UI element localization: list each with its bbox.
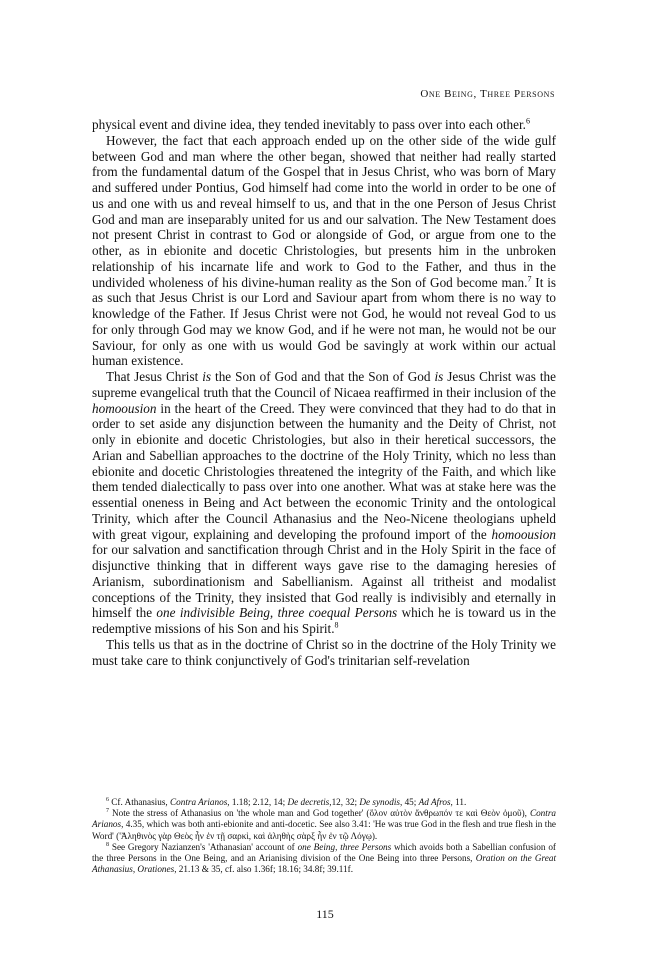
running-header: One Being, Three Persons <box>420 88 555 100</box>
footnote-6: $^6$ Cf. Athanasius, Contra Arianos, 1.18; 2.12, 14; De decretis,12, 32; De synodis, 45; Ad Afros, 11. <box>106 796 467 807</box>
footnote-7: $^7$ Note the stress of Athanasius on 'the whole man and God together' (ὅλον αὐτὸν ἄνθρωπόν τε καὶ Θεὸν ὁμοῦ), Contra Arianos, 4.35, which was both anti-ebionite and anti-docetic. See also 3.41: 'He was true God in the flesh and true flesh in the Word' ('Ἀληθινὸς γὰρ Θεὸς ἦν ἐν τῇ σαρκὶ, καὶ ἀληθὴς σὰρξ ἦν ἐν τῷ Λόγῳ). <box>92 808 556 841</box>
footnote-ref-8: 8 <box>334 620 339 630</box>
paragraph-3: That Jesus Christ is the Son of God and that the Son of God is Jesus Christ was the supreme evangelical truth that the Council of Nicaea reaffirmed in their inclusion of the homoousion in the heart of the Creed. They were convinced that they had to do that in order to set aside any disjunction between the humanity and the Deity of Christ, not only in ebionite and docetic Christologies, but also in their heretical successors, the Arian and Sabellian approaches to the doctrine of the Holy Trinity, which no less than ebionite and docetic Christologies threatened the integrity of the Faith, and which like them tended dialectically to pass over into one another. What was at stake here was the essential oneness in Being and Act between the economic Trinity and the ontological Trinity, which after the Council Athanasius and the Neo-Nicene theologians upheld with great vigour, explaining and developing the profound import of the homoousion for our salvation and sanctification through Christ and in the Holy Spirit in the face of disjunctive thinking that in different ways gave rise to the damaging heresies of Arianism, subordinationism and Sabellianism. Against all tritheist and modalist conceptions of the Trinity, they insisted that God really is indivisibly and eternally in himself the one indivisible Being, three coequal Persons which he is toward us in the redemptive missions of his Son and his Spirit.$^8$ <box>92 369 556 636</box>
paragraph-4: This tells us that as in the doctrine of Christ so in the doctrine of the Holy Trinity we must take care to think conjunctively of God's trinitarian self-revelation <box>92 636 556 668</box>
footnote-8: $^8$ See Gregory Nazianzen's 'Athanasian' account of one Being, three Persons which avoids both a Sabellian confusion of the three Persons in the One Being, and an Arianising division of the One Being into three Persons, Oration on the Great Athanasius, Orationes, 21.13 & 35, cf. also 1.36f; 18.16; 34.8f; 39.11f. <box>92 841 556 875</box>
footnote-ref-7: 7 <box>527 274 532 284</box>
footnotes <box>92 797 556 875</box>
main-text <box>92 117 556 668</box>
page-number: 115 <box>316 907 334 921</box>
footnote-ref-6: 6 <box>525 116 530 126</box>
paragraph-2: However, the fact that each approach ended up on the other side of the wide gulf between God and man where the other began, showed that neither had really started from the fundamental datum of the Gospel that in Jesus Christ, who was born of Mary and suffered under Pontius, God himself had come into the world in order to be one of us and one with us and reveal himself to us, and that in the one Person of Jesus Christ God and man are inseparably united for us and our salvation. The New Testament does not present Christ in contrast to God or alongside of God, or argue from one to the other, as in ebionite and docetic Christologies, but presents him in the unbroken relationship of his incarnate life and work to God to the Father, and thus in the undivided wholeness of his divine-human reality as the Son of God become man.$^7$ It is as such that Jesus Christ is our Lord and Saviour apart from whom there is no way to knowledge of the Father. If Jesus Christ were not God, he would not reveal God to us for only through God may we know God, and if he were not man, he would not be our Saviour, for only as one with us would God be savingly at work within our actual human existence. <box>92 132 556 369</box>
paragraph-1: physical event and divine idea, they tended inevitably to pass over into each other.$^6$ <box>92 116 530 132</box>
